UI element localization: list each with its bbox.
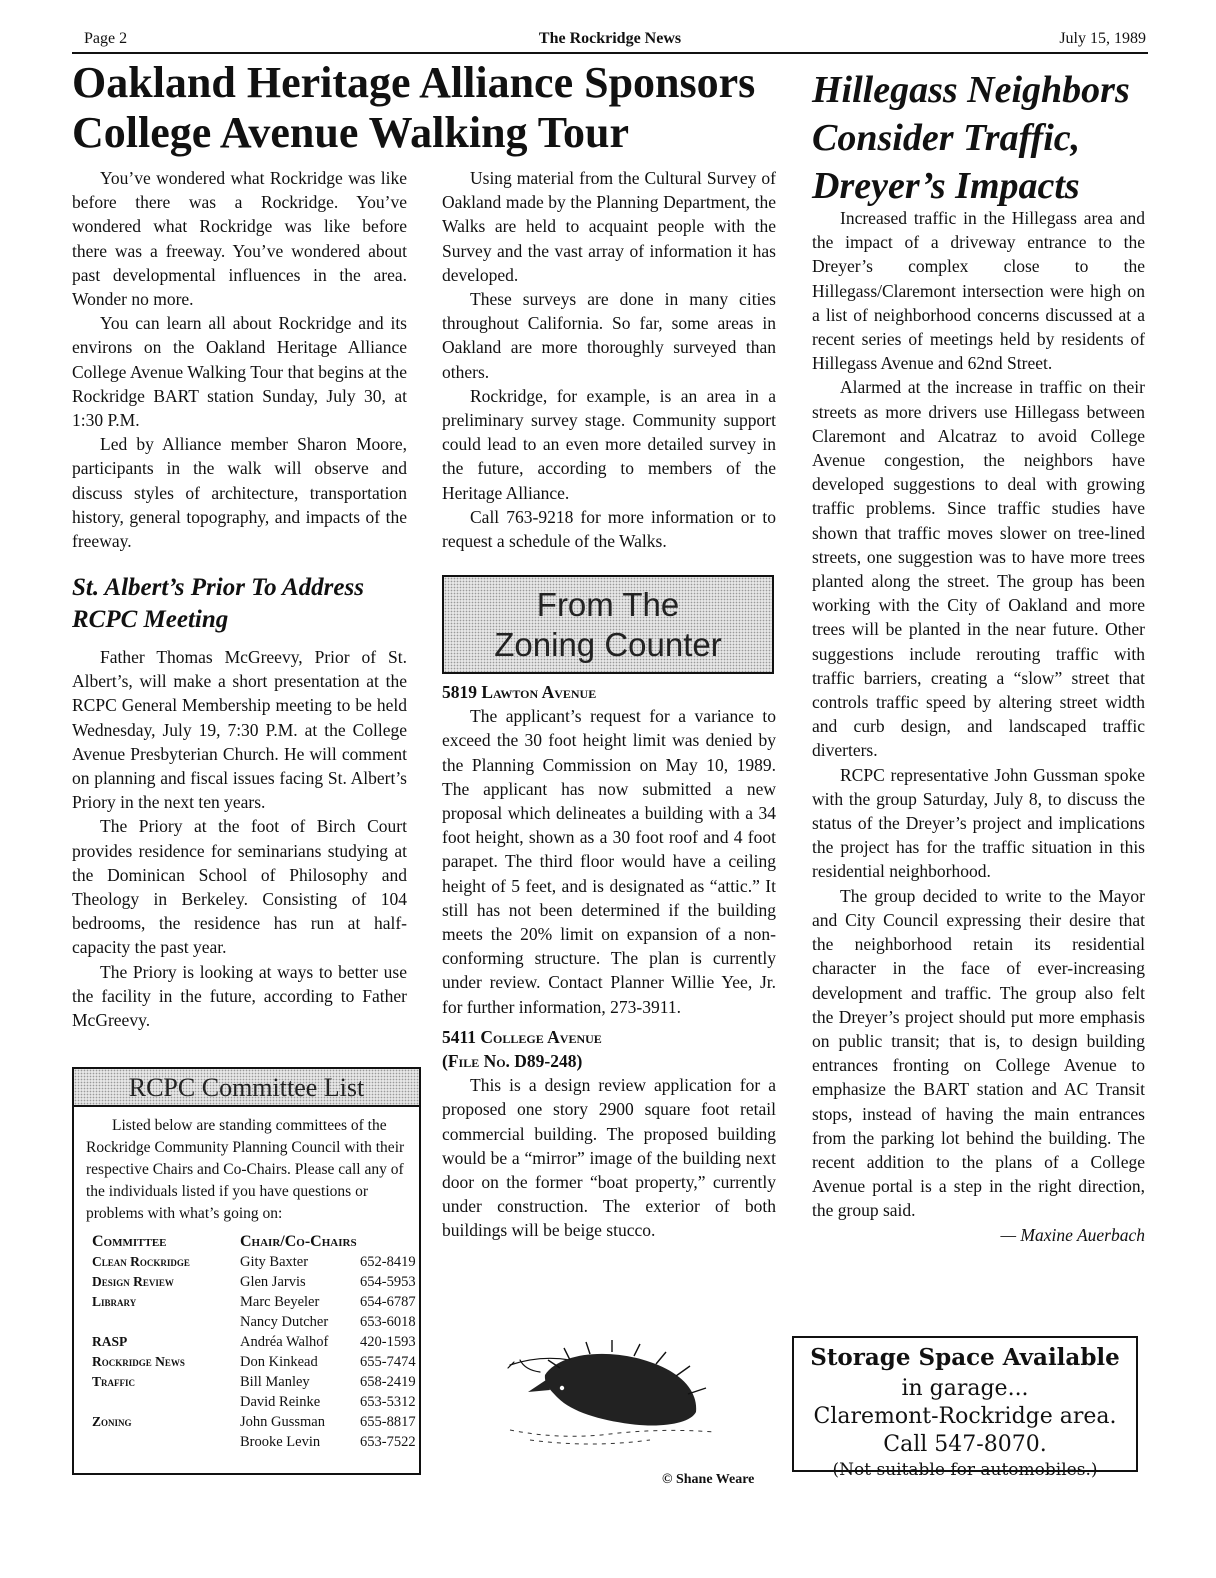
- newspaper-name: The Rockridge News: [538, 30, 682, 47]
- file-label: File No.: [447, 1051, 510, 1072]
- ad-phone: Call 547-8070.: [883, 1432, 1047, 1457]
- hillegass-headline: Hillegass Neighbors Consider Traffic, Dreyer’s Impacts: [812, 69, 1130, 207]
- chair-phone: 655-8817: [360, 1414, 416, 1430]
- committee-header: Committee: [92, 1233, 167, 1250]
- chair-phone: 653-5312: [360, 1394, 416, 1410]
- albert-paragraph: Father Thomas McGreevy, Prior of St. Albert’s, will make a short presentation at the RCPC General Membership meeting to be held Wednesday, July 19, 7:30 P.M. at the College Avenue Presbyterian Church. He will comment on planning and fiscal issues facing St. Albert’s Priory in the next ten years.: [72, 647, 407, 813]
- zoning-item-street: College Avenue: [480, 1026, 602, 1047]
- zoning-box-line-1: From The: [536, 585, 680, 623]
- table-row: [92, 1372, 416, 1392]
- chair-phone: 654-5953: [360, 1274, 416, 1290]
- table-row: [92, 1392, 416, 1412]
- table-row: [92, 1272, 416, 1292]
- main-article-column-2: [442, 166, 776, 553]
- chair-name: Marc Beyeler: [240, 1294, 320, 1310]
- zoning-item-text: The applicant’s request for a variance to exceed the 30 foot height limit was denied by the Planning Commission on May 10, 1989. The applicant has now submitted a new proposal which delineates a building with a 34 foot height, shown as a 30 foot roof and 4 foot parapet. The third floor would have a ceiling height of 5 feet, and is designated as “attic.” It still has not been determined if the building meets the 20% limit on expansion of a non-conforming structure. The plan is currently under review. Contact Planner Willie Yee, Jr. for further information, 273-3911.: [442, 706, 776, 1017]
- chair-phone: 652-8419: [360, 1254, 416, 1270]
- page-number: Page 2: [84, 30, 128, 47]
- hillegass-article-body: [812, 206, 1145, 1247]
- main-paragraph: You’ve wondered what Rockridge was like before there was a Rockridge. You’ve wondered what Rockridge was like before there was a freeway. You’ve wondered about past developmental influences in the area. Wonder no more.: [72, 168, 407, 310]
- ad-headline: Storage Space Available: [810, 1344, 1120, 1371]
- table-row: [92, 1432, 416, 1452]
- hillegass-paragraph: RCPC representative John Gussman spoke with the group Saturday, July 8, to discuss the status of the Dreyer’s project and implications the project has for the traffic situation in this residential neighborhood.: [812, 764, 1145, 882]
- main-headline: Oakland Heritage Alliance Sponsors College Avenue Walking Tour: [72, 58, 756, 157]
- chair-phone: 655-7474: [360, 1354, 416, 1370]
- ad-line: in garage...: [901, 1376, 1029, 1401]
- article-author: — Maxine Auerbach: [1000, 1224, 1145, 1245]
- main-paragraph: Call 763-9218 for more information or to request a schedule of the Walks.: [442, 506, 776, 552]
- zoning-file-number: (File No. D89-248): [442, 1051, 583, 1072]
- chair-name: John Gussman: [240, 1414, 325, 1430]
- main-paragraph: These surveys are done in many cities throughout California. So far, some areas in Oakland are more thoroughly surveyed than others.: [442, 289, 776, 382]
- albert-article-body: [72, 645, 407, 1032]
- table-row: [92, 1252, 416, 1272]
- committee-name: Design Review: [92, 1274, 174, 1289]
- zoning-item-street: Lawton Avenue: [481, 682, 597, 702]
- zoning-item-number: 5411: [442, 1026, 477, 1047]
- main-paragraph: Led by Alliance member Sharon Moore, participants in the walk will observe and discuss styles of architecture, transportation history, general topography, and impacts of the freeway.: [72, 434, 407, 552]
- chair-phone: 653-7522: [360, 1434, 416, 1450]
- committee-name: [92, 1312, 240, 1332]
- zoning-item-heading: [442, 680, 776, 704]
- hillegass-paragraph: Increased traffic in the Hillegass area and the impact of a driveway entrance to the Dreyer’s complex close to the Hillegass/Claremont intersection were high on a list of neighborhood concerns discussed at a recent series of meetings held by residents of Hillegass Avenue and 62nd Street.: [812, 208, 1145, 374]
- committee-name: [92, 1432, 240, 1452]
- file-number: D89-248: [514, 1051, 577, 1072]
- issue-date: July 15, 1989: [1059, 30, 1146, 47]
- zoning-item-heading: [442, 1025, 776, 1049]
- chair-name: Gity Baxter: [240, 1254, 309, 1270]
- chairs-header: Chair/Co-Chairs: [240, 1233, 357, 1250]
- committee-table: [92, 1231, 416, 1452]
- chair-name: Brooke Levin: [240, 1434, 321, 1450]
- committee-name: [92, 1392, 240, 1412]
- committee-table-header: [92, 1231, 416, 1252]
- ad-note: (Not suitable for automobiles.): [832, 1460, 1098, 1480]
- albert-paragraph: The Priory is looking at ways to better use the facility in the future, according to Father McGreevy.: [72, 961, 407, 1031]
- main-paragraph: Rockridge, for example, is an area in a preliminary survey stage. Community support could lead to an even more detailed survey in the future, according to members of the Heritage Alliance.: [442, 385, 776, 503]
- masthead: [72, 28, 1148, 54]
- table-row: [92, 1332, 416, 1352]
- committee-name: RASP: [92, 1334, 128, 1349]
- zoning-item-number: 5819: [442, 682, 477, 702]
- table-row: [92, 1352, 416, 1372]
- committee-name: Library: [92, 1294, 137, 1309]
- zoning-counter-box: [442, 575, 774, 674]
- table-row: [92, 1412, 416, 1432]
- chair-phone: 653-6018: [360, 1314, 416, 1330]
- committee-name: Zoning: [92, 1414, 132, 1429]
- hillegass-paragraph: The group decided to write to the Mayor and City Council expressing their desire that the neighborhood retain its residential character in the face of ever-increasing development and traffic. The group also felt the Dreyer’s project should put more emphasis on public transit; that is, to design building entrances fronting on College Avenue to emphasize the BART station and AC Transit stops, instead of having the main entrances from the parking lot behind the building. The recent addition to the plans of a College Avenue portal is a step in the right direction, the group said.: [812, 885, 1145, 1221]
- zoning-items: [442, 680, 776, 1243]
- hillegass-paragraph: Alarmed at the increase in traffic on their streets as more drivers use Hillegass between Claremont and Alcatraz to avoid College Avenue congestion, the neighbors have developed suggestions to deal with growing traffic problems. Since traffic studies have shown that traffic moves slower on tree-lined streets, one suggestion was to have more trees planted along the street. The group has been working with the City of Oakland and more trees will be planted in the near future. Other suggestions include rerouting traffic with traffic barriers, creating a “slow” street that controls traffic speed by altering street width and curb design, and landscaped traffic diverters.: [812, 377, 1145, 761]
- zoning-item-text: This is a design review application for a proposed one story 2900 square foot retail commercial building. The proposed building would be a “mirror” image of the building next door on the former “boat property,” currently under construction. The exterior of both buildings will be beige stucco.: [442, 1075, 776, 1241]
- chair-name: David Reinke: [240, 1394, 321, 1410]
- albert-headline: St. Albert’s Prior To Address RCPC Meeting: [72, 574, 364, 633]
- chair-name: Bill Manley: [240, 1374, 310, 1390]
- chair-phone: 658-2419: [360, 1374, 416, 1390]
- illustration-credit: © Shane Weare: [662, 1472, 755, 1487]
- committee-name: Traffic: [92, 1374, 136, 1389]
- main-article-column-1: [72, 166, 407, 553]
- chair-name: Andréa Walhof: [240, 1334, 329, 1350]
- main-paragraph: You can learn all about Rockridge and its environs on the Oakland Heritage Alliance College Avenue Walking Tour that begins at the Rockridge BART station Sunday, July 30, at 1:30 P.M.: [72, 313, 407, 431]
- main-paragraph: Using material from the Cultural Survey of Oakland made by the Planning Department, the Walks are held to acquaint people with the Survey and the vast array of information it has developed.: [442, 168, 776, 285]
- ad-line: Claremont-Rockridge area.: [813, 1404, 1117, 1429]
- committee-name: Rockridge News: [92, 1354, 185, 1369]
- chair-name: Nancy Dutcher: [240, 1314, 329, 1330]
- storage-ad: [792, 1336, 1138, 1480]
- committee-list-intro: Listed below are standing committees of the Rockridge Community Planning Council with their respective Chairs and Co-Chairs. Please call any of the individuals listed if you have questions or problems with what’s going on:: [86, 1117, 405, 1222]
- committee-list-box: [72, 1067, 421, 1475]
- albert-paragraph: The Priory at the foot of Birch Court provides residence for seminarians studying at the Dominican School of Philosophy and Theology in Berkeley. Consisting of 104 bedrooms, the residence has run at half-capacity the past year.: [72, 816, 407, 958]
- chair-name: Don Kinkead: [240, 1354, 318, 1370]
- table-row: [92, 1292, 416, 1312]
- committee-name: Clean Rockridge: [92, 1254, 190, 1269]
- committee-list-title: RCPC Committee List: [74, 1069, 419, 1107]
- chair-name: Glen Jarvis: [240, 1274, 306, 1290]
- chair-phone: 420-1593: [360, 1334, 416, 1350]
- table-row: [92, 1312, 416, 1332]
- zoning-box-line-2: Zoning Counter: [494, 625, 722, 663]
- chair-phone: 654-6787: [360, 1294, 416, 1310]
- hedgehog-sketch-icon: [500, 1340, 720, 1450]
